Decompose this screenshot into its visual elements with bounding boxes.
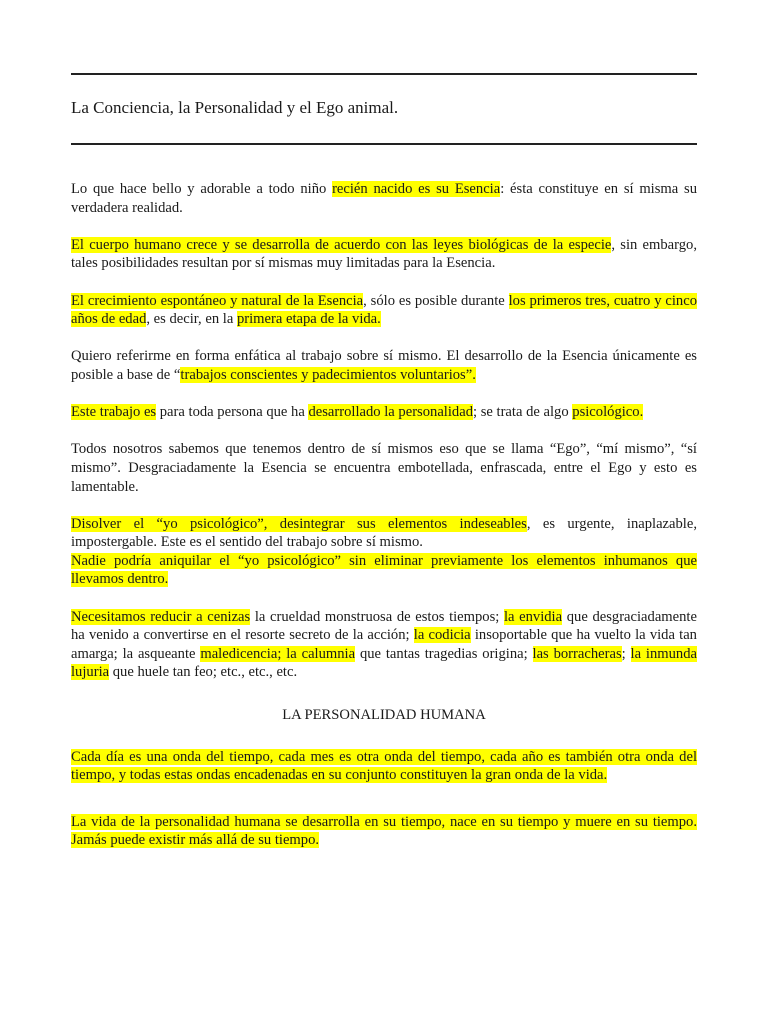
text-run: insoportable que ha vuelto la vida tan amarga; la asqueante	[71, 627, 697, 662]
text-run: : ésta constituye en sí misma su verdadera realidad.	[71, 181, 697, 216]
document-body	[71, 180, 697, 850]
highlighted-text: Necesitamos reducir a cenizas	[71, 608, 251, 625]
paragraph	[71, 515, 697, 552]
text-run: , sin embargo, tales posibilidades resultan por sí mismas muy limitadas para la Esencia.	[71, 236, 697, 272]
paragraph	[71, 180, 697, 217]
paragraph	[71, 403, 697, 422]
text-run: Todos nosotros sabemos que tenemos dentro de sí mismos eso que se llama “Ego”, “mí mismo”, “sí mismo”. Desgraciadamente la Esencia se encuentra embotellada, enfrascada, entre el Ego y esto es lamentable.	[71, 441, 697, 495]
text-run: para toda persona que ha	[156, 404, 309, 421]
highlighted-text: los primeros tres, cuatro y cinco años de edad	[71, 292, 697, 328]
highlighted-text: la codicia	[413, 627, 471, 644]
highlighted-text: Este trabajo es	[71, 404, 157, 421]
document-page	[71, 0, 697, 869]
text-run: que huele tan feo; etc., etc., etc.	[109, 664, 298, 681]
highlighted-text: psicológico.	[572, 404, 644, 421]
section-heading: LA PERSONALIDAD HUMANA	[282, 707, 486, 724]
paragraph	[71, 813, 697, 850]
highlighted-text: primera etapa de la vida.	[236, 311, 381, 328]
text-run: , sólo es posible durante	[363, 292, 509, 309]
section-intro	[71, 180, 697, 682]
highlighted-text: desarrollado la personalidad	[308, 404, 473, 421]
highlighted-text: la inmunda lujuria	[71, 645, 697, 681]
highlighted-text: maledicencia; la calumnia	[200, 645, 356, 662]
paragraph	[71, 347, 697, 384]
highlighted-text: Disolver el “yo psicológico”, desintegrar sus elementos indeseables	[71, 515, 527, 532]
top-divider	[71, 73, 697, 75]
text-run: ;	[621, 645, 631, 662]
text-run: Quiero referirme en forma enfática al trabajo sobre sí mismo. El desarrollo de la Esencia únicamente es posible a base de “	[71, 348, 697, 383]
highlighted-text: Nadie podría aniquilar el “yo psicológico” sin eliminar previamente los elementos inhumanos que llevamos dentro.	[71, 552, 697, 588]
highlighted-text: trabajos conscientes y padecimientos voluntarios”.	[180, 366, 476, 383]
paragraph	[71, 748, 697, 785]
text-run: que tantas tragedias origina;	[355, 645, 533, 662]
title-divider	[71, 143, 697, 145]
text-run: , es decir, en la	[146, 311, 237, 328]
text-run: Lo que hace bello y adorable a todo niño	[71, 181, 333, 197]
highlighted-text: El cuerpo humano crece y se desarrolla de acuerdo con las leyes biológicas de la especie	[71, 236, 612, 253]
text-run: , es urgente, inaplazable, impostergable. Este es el sentido del trabajo sobre sí mismo.	[71, 515, 697, 551]
paragraph	[71, 292, 697, 329]
text-run: ; se trata de algo	[473, 404, 573, 421]
paragraph	[71, 608, 697, 682]
highlighted-text: La vida de la personalidad humana se desarrolla en su tiempo, nace en su tiempo y muere en su tiempo. Jamás puede existir más allá de su tiempo.	[71, 813, 697, 849]
paragraph	[71, 236, 697, 273]
paragraph	[71, 552, 697, 589]
highlighted-text: las borracheras	[532, 645, 622, 662]
section-personalidad	[71, 748, 697, 850]
highlighted-text: la envidia	[503, 608, 563, 625]
document-title: La Conciencia, la Personalidad y el Ego animal.	[71, 98, 399, 117]
highlighted-text: Cada día es una onda del tiempo, cada mes es otra onda del tiempo, cada año es también otra onda del tiempo, y todas estas ondas encadenadas en su conjunto constituyen la gran onda de la vida.	[71, 748, 697, 784]
highlighted-text: El crecimiento espontáneo y natural de la Esencia	[71, 292, 364, 309]
text-run: que desgraciadamente ha venido a convertirse en el resorte secreto de la acción;	[71, 608, 697, 644]
highlighted-text: recién nacido es su Esencia	[332, 181, 501, 197]
paragraph	[71, 440, 697, 496]
text-run: la crueldad monstruosa de estos tiempos;	[250, 608, 504, 625]
